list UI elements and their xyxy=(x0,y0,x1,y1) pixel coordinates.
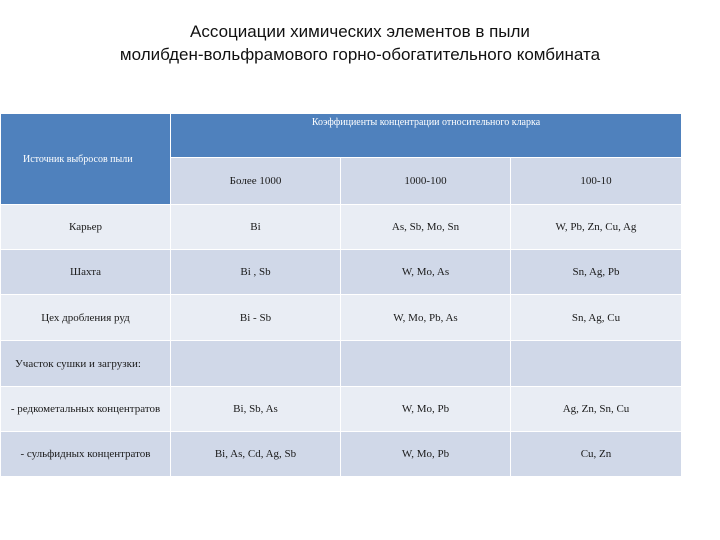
source-cell: Карьер xyxy=(1,205,171,250)
header-row xyxy=(1,114,682,158)
range-header-cell: 1000-100 xyxy=(341,158,511,205)
source-cell: Шахта xyxy=(1,250,171,295)
value-cell: W, Mo, Pb xyxy=(341,432,511,477)
source-cell: Цех дробления руд xyxy=(1,295,171,341)
value-cell: Sn, Ag, Cu xyxy=(511,295,682,341)
section-row xyxy=(1,341,682,387)
value-cell: Bi, Sb, As xyxy=(171,387,341,432)
table-row xyxy=(1,205,682,250)
empty-cell xyxy=(511,341,682,387)
range-header-cell: Более 1000 xyxy=(171,158,341,205)
title-line-2: молибден-вольфрамового горно-обогатительного комбината xyxy=(119,45,601,64)
table-row xyxy=(1,387,682,432)
element-associations-table xyxy=(0,113,682,477)
empty-cell xyxy=(341,341,511,387)
header-coef-cell: Коэффициенты концентрации относительного кларка xyxy=(171,114,682,158)
value-cell: W, Mo, Pb xyxy=(341,387,511,432)
value-cell: Bi, As, Cd, Ag, Sb xyxy=(171,432,341,477)
range-header-cell: 100-10 xyxy=(511,158,682,205)
value-cell: As, Sb, Mo, Sn xyxy=(341,205,511,250)
empty-cell xyxy=(171,341,341,387)
section-label: Участок сушки и загрузки: xyxy=(1,341,171,387)
source-cell: - редкометальных концентратов xyxy=(1,387,171,432)
value-cell: Sn, Ag, Pb xyxy=(511,250,682,295)
value-cell: Ag, Zn, Sn, Cu xyxy=(511,387,682,432)
source-cell: - сульфидных концентратов xyxy=(1,432,171,477)
value-cell: Cu, Zn xyxy=(511,432,682,477)
title-line-1: Ассоциации химических элементов в пыли xyxy=(190,22,530,41)
value-cell: Bi xyxy=(171,205,341,250)
header-source-cell: Источник выбросов пыли xyxy=(1,114,171,205)
value-cell: W, Mo, As xyxy=(341,250,511,295)
table-row xyxy=(1,250,682,295)
value-cell: W, Pb, Zn, Cu, Ag xyxy=(511,205,682,250)
page-title xyxy=(0,20,720,66)
value-cell: Bi - Sb xyxy=(171,295,341,341)
value-cell: W, Mo, Pb, As xyxy=(341,295,511,341)
table-row xyxy=(1,295,682,341)
value-cell: Bi , Sb xyxy=(171,250,341,295)
table-row xyxy=(1,432,682,477)
